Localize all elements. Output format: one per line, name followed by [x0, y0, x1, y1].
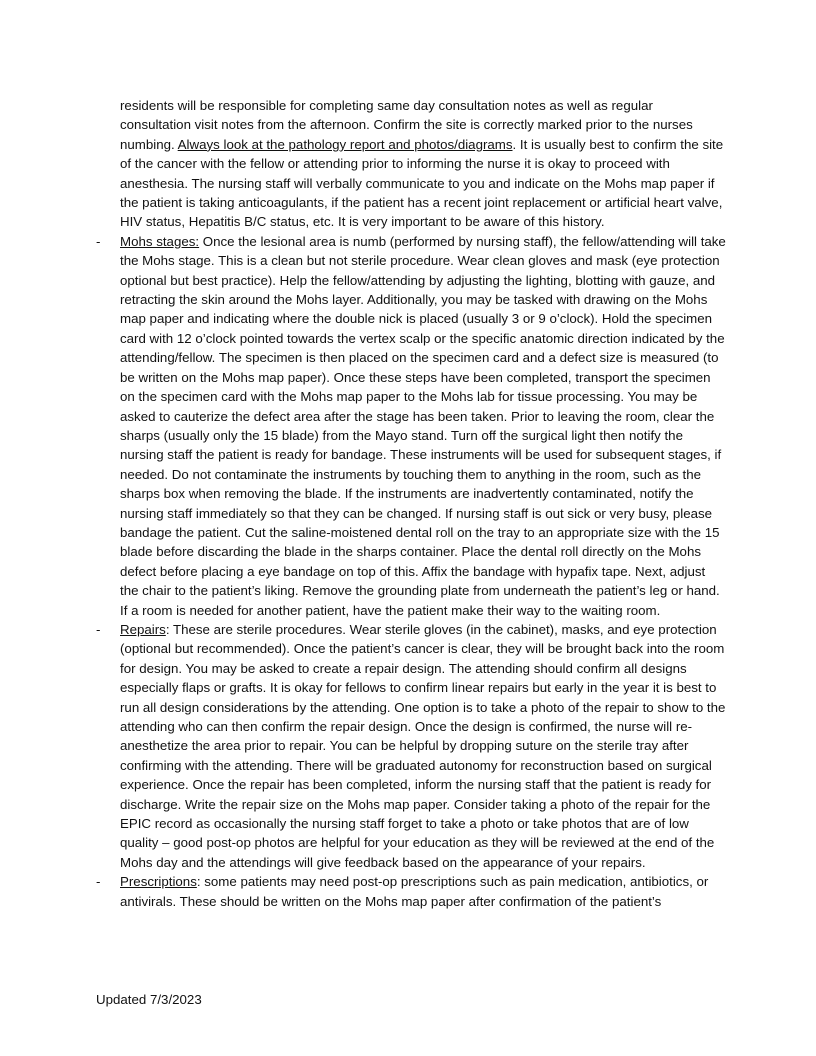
document-body [96, 96, 726, 911]
footer-updated-date: Updated 7/3/2023 [96, 992, 202, 1007]
repairs-heading: Repairs [120, 621, 166, 637]
intro-text-start: residents will be responsible for completing same day consultation notes as well as regular consultation visit notes from the afternoon. Confirm the site is correctly marked prior to the nurses numbing. [120, 98, 693, 152]
repairs-text: : These are sterile procedures. Wear sterile gloves (in the cabinet), masks, and eye protection (optional but recommended). Once the patient’s cancer is clear, they will be brought back into the room for design. You may be asked to create a repair design. The attending should confirm all designs especially flaps or grafts. It is okay for fellows to confirm linear repairs but early in the year it is best to run all design considerations by the attending. One option is to take a photo of the repair to show to the attending who can then confirm the repair design. Once the design is confirmed, the nurse will re-anesthetize the area prior to repair. You can be helpful by dropping suture on the sterile tray after confirming with the attending. There will be graduated autonomy for reconstruction based on surgical experience. Once the repair has been completed, inform the nursing staff that the patient is ready for discharge. Write the repair size on the Mohs map paper. Consider taking a photo of the repair for the EPIC record as occasionally the nursing staff forget to take a photo or take photos that are of low quality – good post-op photos are helpful for your education as they will be reviewed at the end of the Mohs day and the attendings will give feedback based on the appearance of your repairs. [120, 621, 726, 870]
list-bullet: - [96, 874, 101, 890]
intro-text-end: . It is usually best to confirm the site of the cancer with the fellow or attending prior to informing the nurse it is okay to proceed with anesthesia. The nursing staff will verbally communicate to you and indicate on the Mohs map paper if the patient is taking anticoagulants, if the patient has a recent joint replacement or artificial heart valve, HIV status, Hepatitis B/C status, etc. It is very important to be aware of this history. [120, 136, 724, 230]
mohs-stages-text: Once the lesional area is numb (performed by nursing staff), the fellow/attending will take the Mohs stage. This is a clean but not sterile procedure. Wear clean gloves and mask (eye protection optional but best practice). Help the fellow/attending by adjusting the lighting, blotting with gauze, and retracting the skin around the Mohs layer. Additionally, you may be tasked with drawing on the Mohs map paper and indicating where the double nick is placed (usually 3 or 9 o’clock). Hold the specimen card with 12 o’clock pointed towards the vertex scalp or the specific anatomic direction indicated by the attending/fellow. The specimen is then placed on the specimen card and a defect size is measured (to be written on the Mohs map paper). Once these steps have been completed, transport the specimen on the specimen card with the Mohs map paper to the Mohs lab for tissue processing. You may be asked to cauterize the defect area after the stage has been taken. Prior to leaving the room, clear the sharps (usually only the 15 blade) from the Mayo stand. Turn off the surgical light then notify the nursing staff the patient is ready for bandage. These instruments will be used for subsequent stages, if needed. Do not contaminate the instruments by touching them to anything in the room, such as the sharps box when removing the blade. If the instruments are inadvertently contaminated, notify the nursing staff immediately so that they can be changed. If nursing staff is out sick or very busy, please bandage the patient. Cut the saline-moistened dental roll on the tray to an appropriate size with the 15 blade before discarding the blade in the sharps container. Place the dental roll directly on the Mohs defect before placing a eye bandage on top of this. Affix the bandage with hypafix tape. Next, adjust the chair to the patient’s liking. Remove the grounding plate from underneath the patient’s leg or hand. If a room is needed for another patient, have the patient make their way to the waiting room. [120, 233, 726, 618]
list-item-repairs [96, 620, 726, 872]
list-bullet: - [96, 233, 101, 249]
pathology-report-emphasis: Always look at the pathology report and photos/diagrams [177, 136, 513, 152]
list-item-mohs-stages [96, 232, 726, 620]
intro-paragraph [120, 96, 726, 232]
prescriptions-text: : some patients may need post-op prescriptions such as pain medication, antibiotics, or antivirals. These should be written on the Mohs map paper after confirmation of the patient’s [120, 874, 709, 909]
list-item-prescriptions [96, 872, 726, 911]
list-bullet: - [96, 621, 101, 637]
mohs-stages-heading: Mohs stages: [120, 233, 200, 249]
prescriptions-heading: Prescriptions [120, 874, 197, 890]
